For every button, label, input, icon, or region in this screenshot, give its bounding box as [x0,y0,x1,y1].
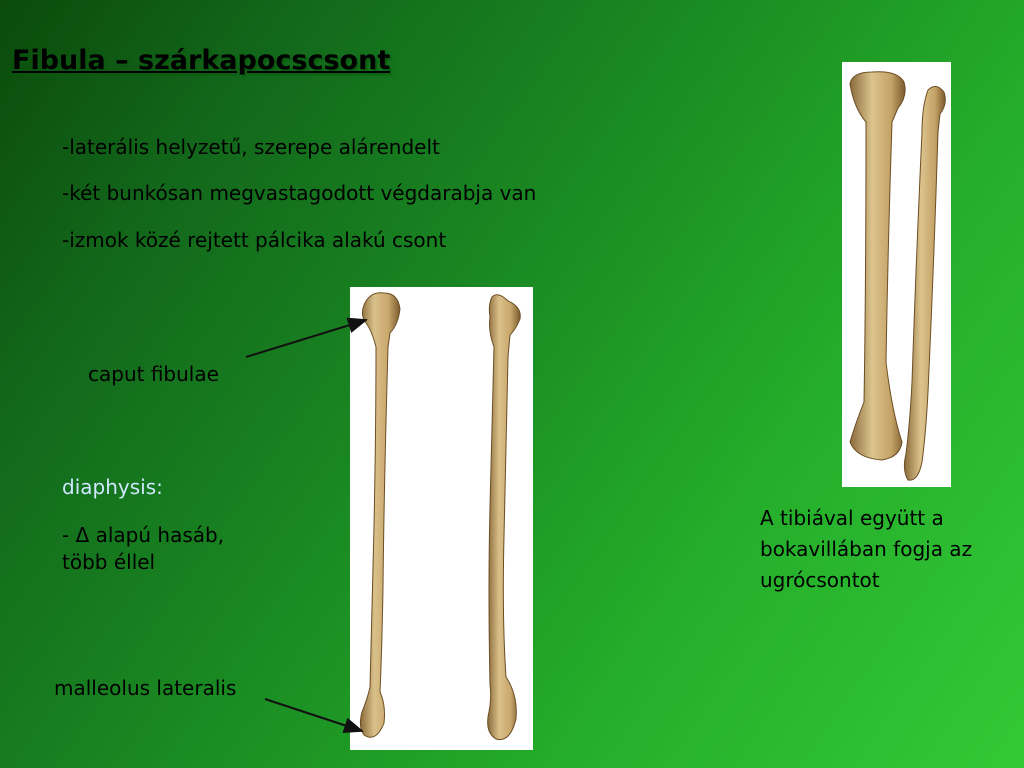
caption-line-3: ugrócsontot [760,568,880,592]
slide-title: Fibula – szárkapocscsont [12,45,391,76]
bullet-3: -izmok közé rejtett pálcika alakú csont [62,228,447,252]
caption-line-1: A tibiával együtt a [760,506,944,530]
malleolus-lateralis-arrow [265,699,362,731]
diaphysis-line-1: - Δ alapú hasáb, [62,523,225,547]
malleolus-lateralis-label: malleolus lateralis [54,676,237,700]
diaphysis-line-2: több éllel [62,550,156,574]
caption-line-2: bokavillában fogja az [760,537,973,561]
caput-fibulae-arrow [246,320,366,357]
bullet-2: -két bunkósan megvastagodott végdarabja van [62,181,537,205]
caput-fibulae-label: caput fibulae [88,362,219,386]
bullet-1: -laterális helyzetű, szerepe alárendelt [62,135,440,159]
diaphysis-heading: diaphysis: [62,475,163,499]
